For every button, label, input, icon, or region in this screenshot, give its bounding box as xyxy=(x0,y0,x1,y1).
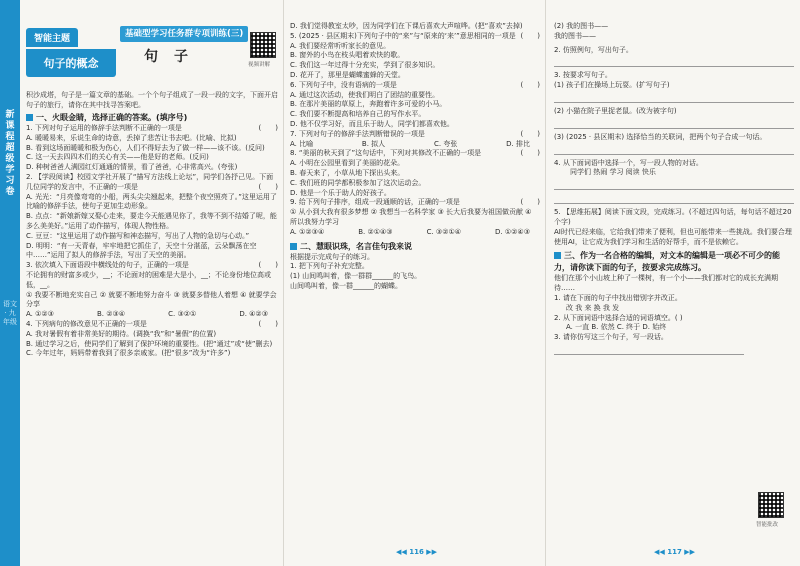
section-2-subtitle: 根据提示完成句子的练习。 xyxy=(290,252,374,261)
option[interactable]: C. 这一天去四四木们的关心有关——他是好的老师。(反问) xyxy=(26,153,209,162)
option[interactable]: B. 拟人 xyxy=(361,139,386,148)
option[interactable]: B. ②①④③ xyxy=(358,227,393,236)
option[interactable]: A. 比喻 xyxy=(290,139,314,148)
question-3-text: 不论拥有的财富多或少，__；不论面对的困难是大是小，__；不论身份地位高或低，__。 xyxy=(26,270,271,289)
answer-line[interactable] xyxy=(554,345,744,355)
option[interactable]: C. 今年过年，妈妈带着我到了很多亲戚家。(把“很多”改为“许多”) xyxy=(26,349,231,358)
question-9-options xyxy=(290,228,540,238)
square-icon xyxy=(554,252,561,259)
question-5: 5. (2025 · 县区期末)下列句子中的“来”与“原来的‘来’”意思相同的一项是 ( ) xyxy=(290,31,540,40)
question-9: 9. 给下列句子排序，组成一段通顺的话，正确的一项是 ( ) xyxy=(290,198,540,207)
spine-band xyxy=(0,0,20,566)
option[interactable]: C. 豆豆：“这里运用了动作描写和神态描写，写出了人物的急切与心动。” xyxy=(26,231,250,240)
spine-title: 新课程超级学习卷 xyxy=(5,110,15,197)
question-6: 6. 下列句子中，没有语病的一项是 ( ) xyxy=(290,80,540,89)
question-8: 8. “美丽的秋天到了”这句话中，下列对其修改不正确的一项是 ( ) xyxy=(290,149,540,158)
section-1 xyxy=(26,112,278,359)
intro-text: 积沙成塔，句子是一篇文章的基础。一个个句子组成了一段一段的文字，下面开启句子的旅行，请你在其中找寻答案吧。 xyxy=(26,91,278,109)
option[interactable]: C. ③②① xyxy=(168,310,197,319)
question-2: 2. 【学段阅读】校园文学社开展了“描写方法线上论坛”，同学们各抒己见。下面几位同学的发言中，不正确的一项是 ( ) xyxy=(26,172,278,191)
question-7: 7. 下列对句子的修辞手法判断错误的一项是 ( ) xyxy=(290,129,540,138)
section-2-continued xyxy=(554,22,794,359)
question-4: 4. 下列病句的修改意见不正确的一项是 ( ) xyxy=(26,319,278,328)
option[interactable]: C. 我们班的同学都积极参加了这次运动会。 xyxy=(290,178,426,187)
item-2: 2. 仿照例句，写出句子。 xyxy=(554,45,633,54)
option[interactable]: B. 通过学习之后，使同学们了解到了保护环境的重要性。(把“通过”或“使”删去) xyxy=(26,339,273,348)
option[interactable]: A. 暖暖易来，乐说生命的诗意，丢掉了悲苦让书去吧。(比喻、比拟) xyxy=(26,133,237,142)
option[interactable]: A. ①②③④ xyxy=(290,227,325,236)
option[interactable]: A. 我对暑假有着非常美好的期待。(调换“我”和“暑假”的位置) xyxy=(26,329,217,338)
option[interactable]: D. 他是一个乐于助人的好孩子。 xyxy=(290,188,391,197)
question-7-options xyxy=(290,140,540,150)
item-5-text: AI时代已经来临，它给我们带来了便利，但也可能带来一些挑战。我们要合理使用AI，让它成为我们学习和生活的好帮手，而不是依赖它。 xyxy=(554,227,792,246)
fill-line[interactable]: 我的图书—— xyxy=(554,31,596,40)
page-number: ◀◀ 117 ▶▶ xyxy=(654,548,696,556)
option[interactable]: B. 窗外的小鸟在枝头唱着欢快的歌。 xyxy=(290,51,405,60)
option[interactable]: D. 种树爸爸人满园红灯通通的情景，看了爸爸，心非常高兴。(夸张) xyxy=(26,163,238,172)
section-2-title: 二、慧眼识珠，名言佳句我来说 xyxy=(290,241,540,253)
fill-line[interactable]: (2) 我的图书—— xyxy=(554,22,609,30)
page-title: 句子 xyxy=(144,49,204,65)
option[interactable]: B. 点点：“新娘新嫁又娶心走来，要走今天能遇见你了，我等不到不结婚了呢，能多么美美好。”运用了动作描写，体现人物性格。 xyxy=(26,212,277,230)
option[interactable]: A. 我们要经常听听家长的意见。 xyxy=(290,41,391,50)
question-1: 1. 下列对句子运用的修辞手法判断不正确的一项是 ( ) xyxy=(26,124,278,132)
option[interactable]: A. ①②③ xyxy=(26,310,54,319)
s3-item-1a: 改 我 来 换 我 发 xyxy=(566,303,620,312)
option[interactable]: D. 花开了，那里是蝴蝶蜜蜂的天堂。 xyxy=(290,70,405,79)
answer-line[interactable] xyxy=(554,145,794,155)
answer-line[interactable] xyxy=(554,119,794,129)
option[interactable]: D. 我们觉得教室太吵，因为同学们在下课后喜欢大声喧哗。(把“喜欢”去掉) xyxy=(290,22,523,30)
s3-item-2: 2. 从下面词语中选择合适的词语填空。( ) xyxy=(554,313,683,322)
page-116 xyxy=(283,0,545,566)
question-3-options xyxy=(26,310,278,320)
s3-item-1: 1. 请在下面的句子中找出错别字并改正。 xyxy=(554,293,682,302)
qr-label: 视频讲解 xyxy=(248,62,271,68)
page-115 xyxy=(0,0,283,566)
option[interactable]: D. ④②③ xyxy=(239,310,268,319)
option[interactable]: C. 夸张 xyxy=(433,139,458,148)
item-1: 1. 把下列句子补充完整。 xyxy=(290,262,369,271)
question-9-items: ① 从小到大我有很多梦想 ② 我想当一名科学家 ③ 长大后我要为祖国做贡献 ④ 所以我努力学习 xyxy=(290,208,532,226)
option[interactable]: B. 春天来了，小草从地下探出头来。 xyxy=(290,168,405,177)
item-1b[interactable]: 山间鸣叫着，像一群______的蝴蝶。 xyxy=(290,281,402,290)
option[interactable]: D. 明明：“有一天青春，牢牢地把它抓住了，天空十分湛蓝，云朵飘荡在空中……”运用了拟人的修辞手法，写出了天空的美丽。 xyxy=(26,241,257,260)
qr-label: 智能批改 xyxy=(756,522,779,528)
topic-badge-top: 智能主题 xyxy=(26,28,78,47)
question-3-items: ① 我要不断地充实自己 ② 就要不断地努力奋斗 ③ 就要多替他人着想 ④ 就要学会分享 xyxy=(26,290,277,309)
answer-line[interactable] xyxy=(554,180,794,190)
square-icon xyxy=(290,243,297,250)
option[interactable]: C. 我们要不断提高和培养自己的写作水平。 xyxy=(290,110,426,119)
option[interactable]: B. 看到这场面暖暖和极为伤心，人们不得好去为了做一样——该不该。(反问) xyxy=(26,143,265,152)
section-1-continued xyxy=(290,22,540,292)
s3-item-2a[interactable]: A. 一直 B. 依然 C. 终于 D. 始终 xyxy=(566,323,667,332)
item-3b: (2) 小猫在院子里捉老鼠。(改为被字句) xyxy=(554,106,677,115)
option[interactable]: D. 排比 xyxy=(506,139,530,148)
item-4: 4. 从下面词语中选择一个，写一段人物的对话。 xyxy=(554,158,703,167)
option[interactable]: B. 在那片美丽的草原上，奔跑着许多可爱的小马。 xyxy=(290,100,447,109)
item-3c: (3) (2025 · 县区期末) 选择恰当的关联词，把两个句子合成一句话。 xyxy=(554,132,767,141)
option[interactable]: D. 他不仅学习好，而且乐于助人，同学们都喜欢他。 xyxy=(290,119,454,128)
option[interactable]: C. ③②①④ xyxy=(426,227,462,236)
question-3: 3. 依次填入下面语段中横线处的句子，正确的一项是 ( ) xyxy=(26,261,278,270)
task-banner: 基础型学习任务群专项训练(三) xyxy=(120,26,248,42)
answer-line[interactable] xyxy=(554,57,794,67)
option[interactable]: C. 我们这一年过得十分充实，学到了很多知识。 xyxy=(290,61,440,70)
section-3-text: 他们在那个小山坡上种了一棵树，有一个小——我们都对它的成长充满期待…… xyxy=(554,274,778,293)
option[interactable]: D. ①②④③ xyxy=(495,227,530,236)
item-1a[interactable]: (1) 山间鸣叫着，像一群群______的飞鸟。 xyxy=(290,272,422,281)
section-3-title: 三、作为一名合格的编辑，对文本的编辑是一项必不可少的能力，请你读下面的句子，按要求完成练习。 xyxy=(554,251,780,273)
item-5: 5. 【思维拓展】阅读下面文段，完成练习。(不超过四句话，每句话不超过20个字) xyxy=(554,208,792,226)
option[interactable]: B. ②③④ xyxy=(96,310,126,319)
section-1-title: 一、火眼金睛，选择正确的答案。(填序号) xyxy=(26,112,278,124)
option[interactable]: A. 光光：“月亮像弯弯的小船，两头尖尖翘起来，把整个夜空照亮了。”这里运用了比喻的修辞手法，使句子更加生动形象。 xyxy=(26,192,277,211)
topic-badge xyxy=(26,28,116,86)
option[interactable]: A. 通过这次活动，使我们明白了团结的重要性。 xyxy=(290,90,440,99)
item-3: 3. 按要求写句子。 xyxy=(554,71,612,80)
page-number: ◀◀ 116 ▶▶ xyxy=(396,548,438,556)
qr-code-icon[interactable] xyxy=(250,32,276,58)
s3-item-3: 3. 请你仿写这三个句子，写一段话。 xyxy=(554,333,668,342)
page-117 xyxy=(545,0,800,566)
item-4-words: 同学们 热闹 学习 阅读 快乐 xyxy=(570,168,656,177)
answer-line[interactable] xyxy=(554,93,794,103)
qr-code-icon[interactable] xyxy=(758,492,784,518)
item-3a: (1) 孩子们在操场上玩耍。(扩写句子) xyxy=(554,81,670,90)
answer-line[interactable] xyxy=(554,194,794,204)
square-icon xyxy=(26,114,33,121)
option[interactable]: A. 小明在公园里看到了美丽的花朵。 xyxy=(290,159,405,168)
topic-badge-main: 句子的概念 xyxy=(26,49,116,77)
spine-subtitle: 语文 · 九年级 xyxy=(3,300,17,326)
